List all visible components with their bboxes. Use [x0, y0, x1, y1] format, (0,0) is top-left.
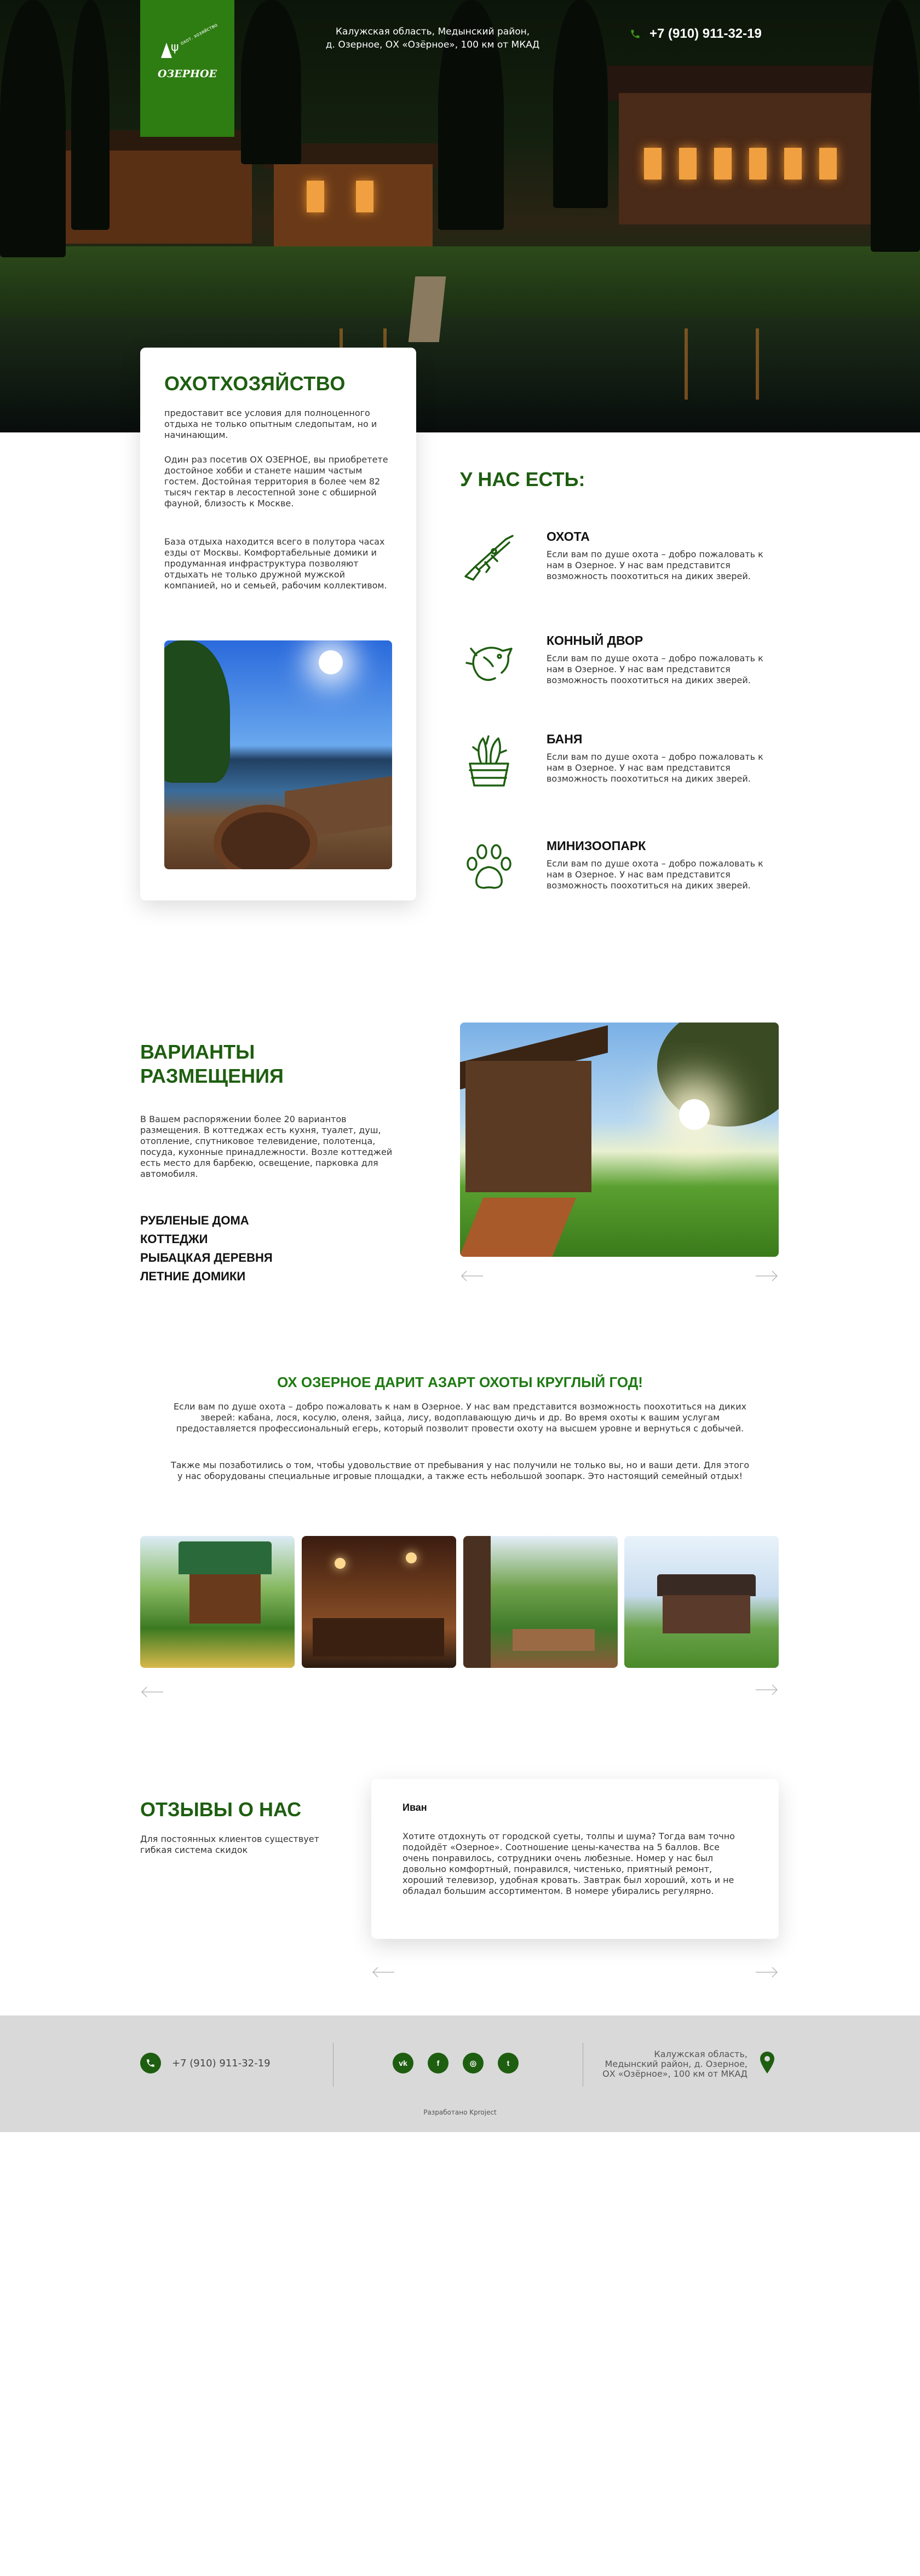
accommodation-next-arrow-icon[interactable] — [755, 1270, 779, 1282]
accommodation-type[interactable]: КОТТЕДЖИ — [140, 1232, 208, 1246]
gazebo — [274, 164, 433, 252]
light-reflection — [756, 328, 759, 400]
logo-subtitle: охот. хозяйство — [180, 22, 219, 47]
feature-name: КОННЫЙ ДВОР — [547, 633, 643, 648]
hunting-paragraph: Также мы позаботились о том, чтобы удовольствие от пребывания у нас получили не только вы, но и ваши дети. Для этого у нас оборудованы специальные игровые площадки, а также есть небольшой зоопарк. Это настоящий семейный отдых! — [170, 1460, 750, 1481]
accommodation-types — [140, 1211, 273, 1286]
accommodation-photo — [460, 1023, 779, 1257]
instagram-icon[interactable]: ◎ — [463, 2053, 484, 2073]
log-cabin — [465, 1061, 591, 1192]
footer-phone-number: +7 (910) 911-32-19 — [172, 2057, 271, 2069]
footer-phone-link[interactable] — [140, 2053, 271, 2073]
rifle-icon — [459, 528, 519, 588]
feature-mini-zoo — [459, 838, 787, 909]
gallery-photo-interior[interactable] — [302, 1536, 456, 1668]
gallery-photo-cottage[interactable] — [624, 1536, 779, 1668]
feature-description: Если вам по душе охота – добро пожаловать к нам в Озерное. У нас вам представится возможность поохотиться на диких зверей. — [547, 858, 763, 891]
lawn — [0, 246, 920, 323]
wooden-deck — [513, 1629, 595, 1651]
tree-icon — [161, 43, 172, 58]
cottage-roof — [657, 1574, 756, 1596]
twitter-icon[interactable]: t — [498, 2053, 519, 2073]
pine-tree — [71, 0, 110, 230]
hunting-paragraph: Если вам по душе охота – добро пожаловать к нам в Озерное. У нас вам представится возможность поохотиться на диких зверей: кабана, лося, косулю, оленя, зайца, лису, водоплавающую дичь и др. Во время охоты к вашим услугам предоставляется профессиональный егерь, который позволит провести охоту на высшем уровне и вернуться с добычей. — [173, 1401, 747, 1434]
furniture — [313, 1618, 444, 1656]
brick-path — [460, 1198, 576, 1257]
lake — [0, 317, 920, 432]
sun — [319, 650, 343, 674]
review-card — [371, 1779, 779, 1939]
lamp — [335, 1558, 346, 1569]
developer-credit[interactable]: Разработано Kproject — [423, 2109, 497, 2116]
feature-name: МИНИЗООПАРК — [547, 839, 646, 853]
logo[interactable] — [140, 0, 234, 137]
horse-icon — [459, 632, 519, 692]
gallery-next-arrow-icon[interactable] — [755, 1684, 779, 1696]
lit-window — [819, 148, 837, 180]
bath-broom-icon — [459, 731, 519, 791]
about-paragraph: Один раз посетив ОХ ОЗЕРНОЕ, вы приобретете достойное хобби и станете нашим частым гостем. Достойная территория в более чем 82 тысяч гектар в лесостепной зоне с обширной фауной, близость к Москве. — [164, 454, 388, 509]
reviews-subtitle: Для постоянных клиентов существует гибкая система скидок — [140, 1834, 319, 1855]
footer-divider — [333, 2043, 334, 2087]
feature-hunting — [459, 528, 787, 599]
accommodation-type[interactable]: ЛЕТНИЕ ДОМИКИ — [140, 1269, 246, 1283]
lit-window — [356, 181, 373, 212]
about-title: ОХОТХОЗЯЙСТВО — [164, 372, 346, 395]
about-paragraph: База отдыха находится всего в полутора часах езды от Москвы. Комфортабельные домики и продуманная инфраструктура позволяют отдыхать не только дружной мужской компанией, но и семьей, рабочим коллективом. — [164, 536, 387, 591]
hero-banner — [0, 0, 920, 432]
photo-tree — [657, 1023, 779, 1127]
gallery-prev-arrow-icon[interactable] — [140, 1686, 164, 1698]
log-wall — [463, 1536, 491, 1668]
lake-hot-tub-photo — [164, 640, 392, 869]
header-address: Калужская область, Медынский район, д. Озерное, ОХ «Озёрное», 100 км от МКАД — [325, 26, 540, 50]
gallery-photo-yard[interactable] — [463, 1536, 618, 1668]
lit-window — [644, 148, 662, 180]
facebook-icon[interactable]: f — [428, 2053, 449, 2073]
cottage — [663, 1595, 750, 1633]
antlers-icon: ψ — [171, 41, 179, 54]
lamp — [406, 1552, 417, 1563]
feature-horse-yard — [459, 632, 787, 703]
review-text: Хотите отдохнуть от городской суеты, толпы и шума? Тогда вам точно подойдёт «Озерное». Соотношение цены-качества на 5 баллов. Все очень понравилось, сотрудники очень любезные. Номер у нас был довольно комфортный, понравился, чистенько, приятный ремонт, хороший телевизор, удобная кровать. Завтрак был хороший, хоть и не обладал большим ассортиментом. В номере убирались регулярно. — [403, 1831, 735, 1896]
gazebo-wall — [189, 1574, 261, 1624]
feature-description: Если вам по душе охота – добро пожаловать к нам в Озерное. У нас вам представится возможность поохотиться на диких зверей. — [547, 752, 763, 784]
about-card — [140, 348, 416, 900]
feature-description: Если вам по душе охота – добро пожаловать к нам в Озерное. У нас вам представится возможность поохотиться на диких зверей. — [547, 549, 763, 581]
phone-icon — [630, 28, 641, 39]
gazebo-roof — [179, 1541, 272, 1574]
sun — [679, 1099, 710, 1130]
pine-tree — [241, 0, 301, 164]
feature-name: ОХОТА — [547, 529, 590, 544]
vk-icon[interactable]: vk — [393, 2053, 413, 2073]
lit-window — [784, 148, 802, 180]
map-pin-icon[interactable] — [760, 2052, 774, 2073]
reviews-prev-arrow-icon[interactable] — [371, 1966, 395, 1978]
accommodation-text: В Вашем распоряжении более 20 вариантов размещения. В коттеджах есть кухня, туалет, душ, отопление, спутниковое телевидение, полотенца, посуда, кухонные принадлежности. Возле коттеджей есть место для барбекю, освещение, парковка для автомобиля. — [140, 1114, 393, 1179]
footer — [0, 2015, 920, 2132]
gallery-photo-gazebo[interactable] — [140, 1536, 295, 1668]
pine-tree — [553, 0, 608, 208]
logo-text: ОЗЕРНОЕ — [157, 68, 217, 80]
accommodation-type[interactable]: РУБЛЕНЫЕ ДОМА — [140, 1214, 249, 1227]
accommodation-prev-arrow-icon[interactable] — [460, 1270, 484, 1282]
reviews-next-arrow-icon[interactable] — [755, 1966, 779, 1978]
footer-address: Калужская область, Медынский район, д. Озерное, ОХ «Озёрное», 100 км от МКАД — [602, 2049, 748, 2079]
lit-window — [679, 148, 697, 180]
lit-window — [714, 148, 732, 180]
phone-icon — [140, 2053, 161, 2073]
accommodation-title: ВАРИАНТЫ РАЗМЕЩЕНИЯ — [140, 1041, 284, 1087]
feature-name: БАНЯ — [547, 732, 583, 746]
pine-tree — [0, 0, 66, 257]
accommodation-type[interactable]: РЫБАЦКАЯ ДЕРЕВНЯ — [140, 1251, 273, 1264]
features-title: У НАС ЕСТЬ: — [460, 468, 585, 490]
paw-icon — [459, 838, 519, 898]
light-reflection — [685, 328, 688, 400]
header-phone-link[interactable] — [630, 26, 762, 42]
lit-window — [307, 181, 324, 212]
reviews-title: ОТЗЫВЫ О НАС — [140, 1798, 302, 1821]
hunting-title: ОХ ОЗЕРНОЕ ДАРИТ АЗАРТ ОХОТЫ КРУГЛЫЙ ГОД! — [277, 1374, 643, 1390]
social-links — [393, 2053, 519, 2073]
lit-window — [749, 148, 767, 180]
reviewer-name: Иван — [403, 1802, 427, 1813]
header-phone-number: +7 (910) 911-32-19 — [649, 26, 762, 41]
photo-tree — [164, 640, 230, 783]
feature-description: Если вам по душе охота – добро пожаловать к нам в Озерное. У нас вам представится возможность поохотиться на диких зверей. — [547, 653, 763, 685]
feature-bath — [459, 731, 787, 802]
pine-tree — [871, 0, 920, 252]
about-paragraph: предоставит все условия для полноценного отдыха не только опытным следопытам, но и начинающим. — [164, 408, 377, 440]
